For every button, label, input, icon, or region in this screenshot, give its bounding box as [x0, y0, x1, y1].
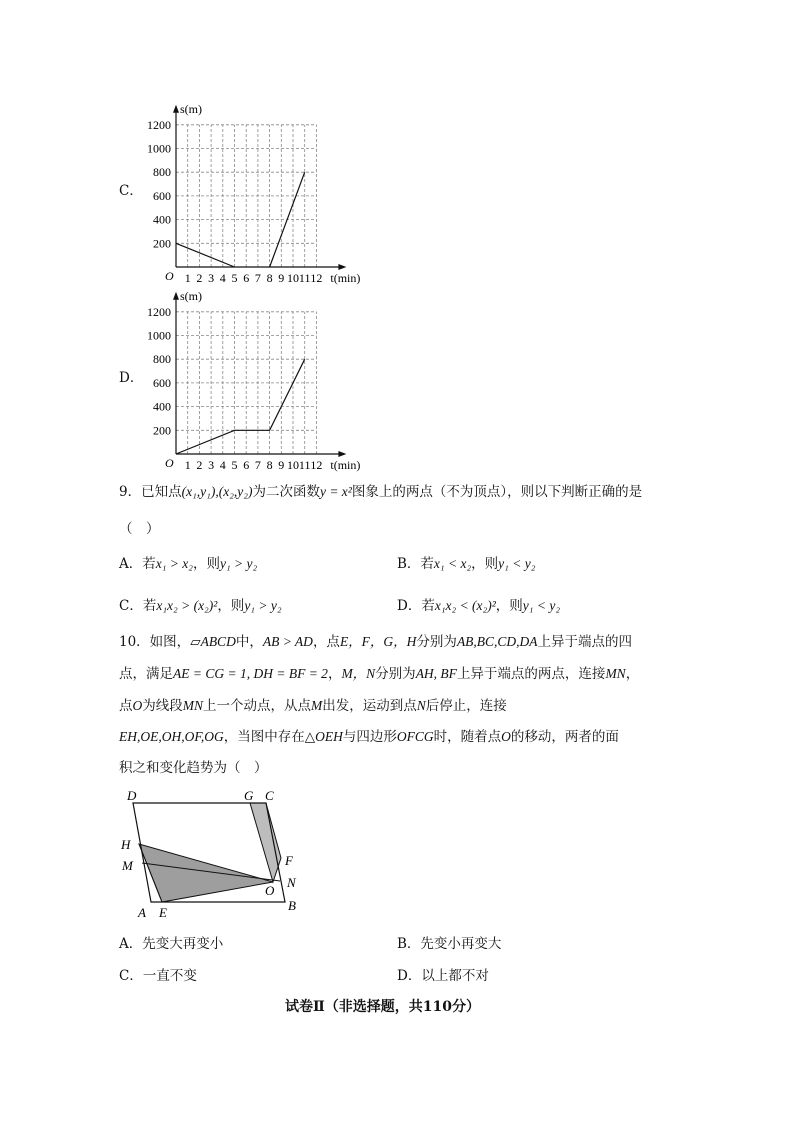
q10-l3h: N: [416, 698, 426, 713]
y-tick-label: 800: [153, 165, 171, 180]
x-tick-label: 11: [298, 458, 311, 472]
q10-l4c: △OEH: [304, 729, 343, 744]
chart-c: [140, 92, 410, 288]
q9-stem-mid: 为二次函数: [252, 484, 320, 500]
y-tick-label: 200: [153, 423, 171, 438]
q10-l2h: MN: [605, 666, 626, 681]
label-n: N: [287, 875, 296, 890]
x-tick-label: 9: [278, 458, 285, 472]
x-tick-label: 11: [298, 271, 311, 285]
label-o: O: [265, 883, 275, 898]
x-tick-label: 7: [254, 271, 261, 285]
q10-l3d: MN: [182, 698, 203, 713]
q10-option-c[interactable]: C．一直不变: [119, 968, 197, 984]
y-tick-label: 200: [153, 236, 171, 251]
origin-label: O: [165, 456, 174, 470]
x-tick-label: 4: [219, 271, 226, 285]
q9-option-d-then: ，则: [495, 598, 523, 614]
q9-option-a-then: ，则: [192, 556, 220, 572]
section-title: 试卷Ⅱ（非选择题，共110分）: [285, 999, 481, 1015]
x-tick-label: 9: [278, 271, 285, 285]
q10-option-a[interactable]: A．先变大再变小: [119, 936, 224, 952]
q10-l3b: O: [132, 698, 143, 713]
q10-l1h: AB,BC,CD,DA: [456, 634, 538, 649]
triangle-oeh: [139, 844, 273, 902]
x-axis-arrow: [338, 451, 346, 457]
x-tick-label: 8: [266, 458, 273, 472]
q10-l2f: AH, BF: [415, 666, 457, 681]
q10-l1b: ▱ABCD: [190, 634, 236, 649]
label-e: E: [159, 905, 167, 920]
x-tick-label: 1: [184, 458, 191, 472]
q10-l2i: ，: [625, 666, 640, 682]
q10-l2a: 点，满足: [119, 666, 173, 682]
q10-option-d[interactable]: D．以上都不对: [397, 968, 489, 984]
q10-l4f: 时，随着点: [433, 729, 502, 745]
label-d: D: [127, 788, 137, 803]
q10-l4h: 的移动，两者的面: [510, 729, 619, 745]
y-tick-label: 600: [153, 188, 171, 203]
option-c-label: C．: [119, 183, 143, 199]
q10-line1: [119, 632, 632, 652]
x-axis-arrow: [338, 264, 346, 270]
q9-option-b-res: y₁ < y₂: [498, 556, 536, 571]
q10-l4e: OFCG: [396, 729, 434, 744]
q9-paren: （ ）: [119, 521, 160, 537]
q10-l2b: AE = CG = 1, DH = BF = 2: [173, 666, 328, 681]
quad-ofcg: [250, 803, 281, 882]
q9-option-b-then: ，则: [471, 556, 499, 572]
x-tick-label: 5: [231, 458, 238, 472]
q10-line4: [119, 727, 619, 747]
x-tick-label: 7: [254, 458, 261, 472]
y-tick-label: 600: [153, 375, 171, 390]
grid: [176, 312, 316, 454]
q9-points: (x₁,y₁),(x₂,y₂): [181, 484, 253, 499]
q10-l1i: 上异于端点的四: [537, 634, 633, 650]
x-tick-label: 3: [208, 458, 215, 472]
q9-option-a-res: y₁ > y₂: [219, 556, 258, 571]
y-tick-label: 400: [153, 212, 171, 227]
q9-option-b-label: B．若: [397, 556, 434, 572]
q10-figure: [115, 785, 315, 925]
q10-l1d: AB > AD: [262, 634, 313, 649]
q9-stem-suffix: 图象上的两点（不为顶点），则以下判断正确的是: [351, 484, 643, 500]
label-m: M: [122, 858, 133, 873]
q10-line5: 积之和变化趋势为（ ）: [119, 760, 268, 776]
x-tick-label: 4: [219, 458, 226, 472]
q10-l4b: ，当图中存在: [223, 729, 305, 745]
q10-l1f: E，F，G，H: [339, 634, 417, 649]
x-tick-label: 10: [287, 271, 299, 285]
q10-l1g: 分别为: [416, 634, 457, 650]
y-axis-arrow: [173, 292, 179, 300]
label-a: A: [138, 905, 146, 920]
q9-option-d-label: D．若: [397, 598, 435, 614]
y-axis-label: s(m): [180, 288, 202, 303]
q10-l2e: 分别为: [375, 666, 416, 682]
x-tick-label: 3: [208, 271, 215, 285]
q9-option-c-then: ，则: [217, 598, 245, 614]
q10-l3f: M: [311, 698, 323, 713]
q9-option-d[interactable]: [397, 596, 560, 616]
q9-option-a-label: A．若: [119, 556, 156, 572]
q9-option-d-res: y₁ < y₂: [522, 598, 561, 613]
q10-l1a: 10．如图，: [119, 634, 191, 650]
label-h: H: [121, 837, 131, 852]
option-d-label: D．: [119, 370, 144, 386]
x-axis-label: t(min): [330, 458, 361, 472]
x-tick-label: 6: [243, 271, 250, 285]
x-tick-label: 5: [231, 271, 238, 285]
x-tick-label: 2: [196, 271, 203, 285]
q9-option-a-cond: x₁ > x₂: [155, 556, 193, 571]
series-line-segment2: [270, 172, 305, 267]
q10-l4d: 与四边形: [342, 729, 397, 745]
q9-option-d-cond: x₁x₂ < (x₂)²: [434, 598, 496, 613]
chart-d: [140, 279, 410, 475]
y-tick-label: 1200: [147, 117, 171, 132]
x-tick-label: 12: [310, 271, 323, 285]
label-c: C: [265, 788, 274, 803]
q9-stem: [119, 482, 642, 502]
q9-option-b[interactable]: [397, 554, 535, 574]
y-tick-label: 1000: [147, 328, 171, 343]
q10-l2g: 上异于端点的两点，连接: [456, 666, 606, 682]
y-tick-label: 1000: [147, 141, 171, 156]
q9-option-c-res: y₁ > y₂: [244, 598, 282, 613]
q9-option-c-label: C．若: [119, 598, 157, 614]
q10-l1c: 中，: [235, 634, 263, 650]
series-line-path: [176, 359, 305, 454]
q10-l3e: 上一个动点，从点: [203, 698, 311, 714]
x-tick-label: 8: [266, 271, 273, 285]
x-tick-label: 1: [184, 271, 191, 285]
x-axis-label: t(min): [330, 271, 361, 285]
q10-line2: [119, 664, 639, 684]
q10-l4a: EH,OE,OH,OF,OG: [119, 729, 224, 744]
q9-option-b-cond: x₁ < x₂: [433, 556, 472, 571]
label-f: F: [285, 853, 293, 868]
q10-l1e: ，点: [312, 634, 340, 650]
x-tick-label: 12: [310, 458, 323, 472]
q9-option-a[interactable]: [119, 554, 257, 574]
q10-l3c: 为线段: [142, 698, 183, 714]
label-g: G: [244, 788, 254, 803]
series-line-segment1: [176, 243, 235, 267]
y-tick-label: 800: [153, 352, 171, 367]
label-b: B: [288, 898, 296, 913]
q10-l2c: ，: [327, 666, 342, 682]
x-tick-label: 6: [243, 458, 250, 472]
q10-l3i: 后停止，连接: [425, 698, 507, 714]
y-tick-label: 400: [153, 399, 171, 414]
q10-l3g: 出发，运动到点: [322, 698, 417, 714]
q9-func: y = x²: [319, 484, 352, 499]
x-tick-label: 2: [196, 458, 203, 472]
q10-l4g: O: [501, 729, 511, 744]
y-tick-label: 1200: [147, 304, 171, 319]
q10-l3a: 点: [119, 698, 133, 714]
x-tick-label: 10: [287, 458, 299, 472]
y-axis-label: s(m): [180, 101, 202, 116]
q9-stem-prefix: 9．已知点: [119, 484, 182, 500]
q10-l2d: M，N: [341, 666, 376, 681]
origin-label: O: [165, 269, 174, 283]
y-axis-arrow: [173, 105, 179, 113]
q10-line3: [119, 696, 507, 716]
q9-option-c[interactable]: [119, 596, 282, 616]
q10-option-b[interactable]: B．先变小再变大: [397, 936, 502, 952]
q9-option-c-cond: x₁x₂ > (x₂)²: [156, 598, 218, 613]
